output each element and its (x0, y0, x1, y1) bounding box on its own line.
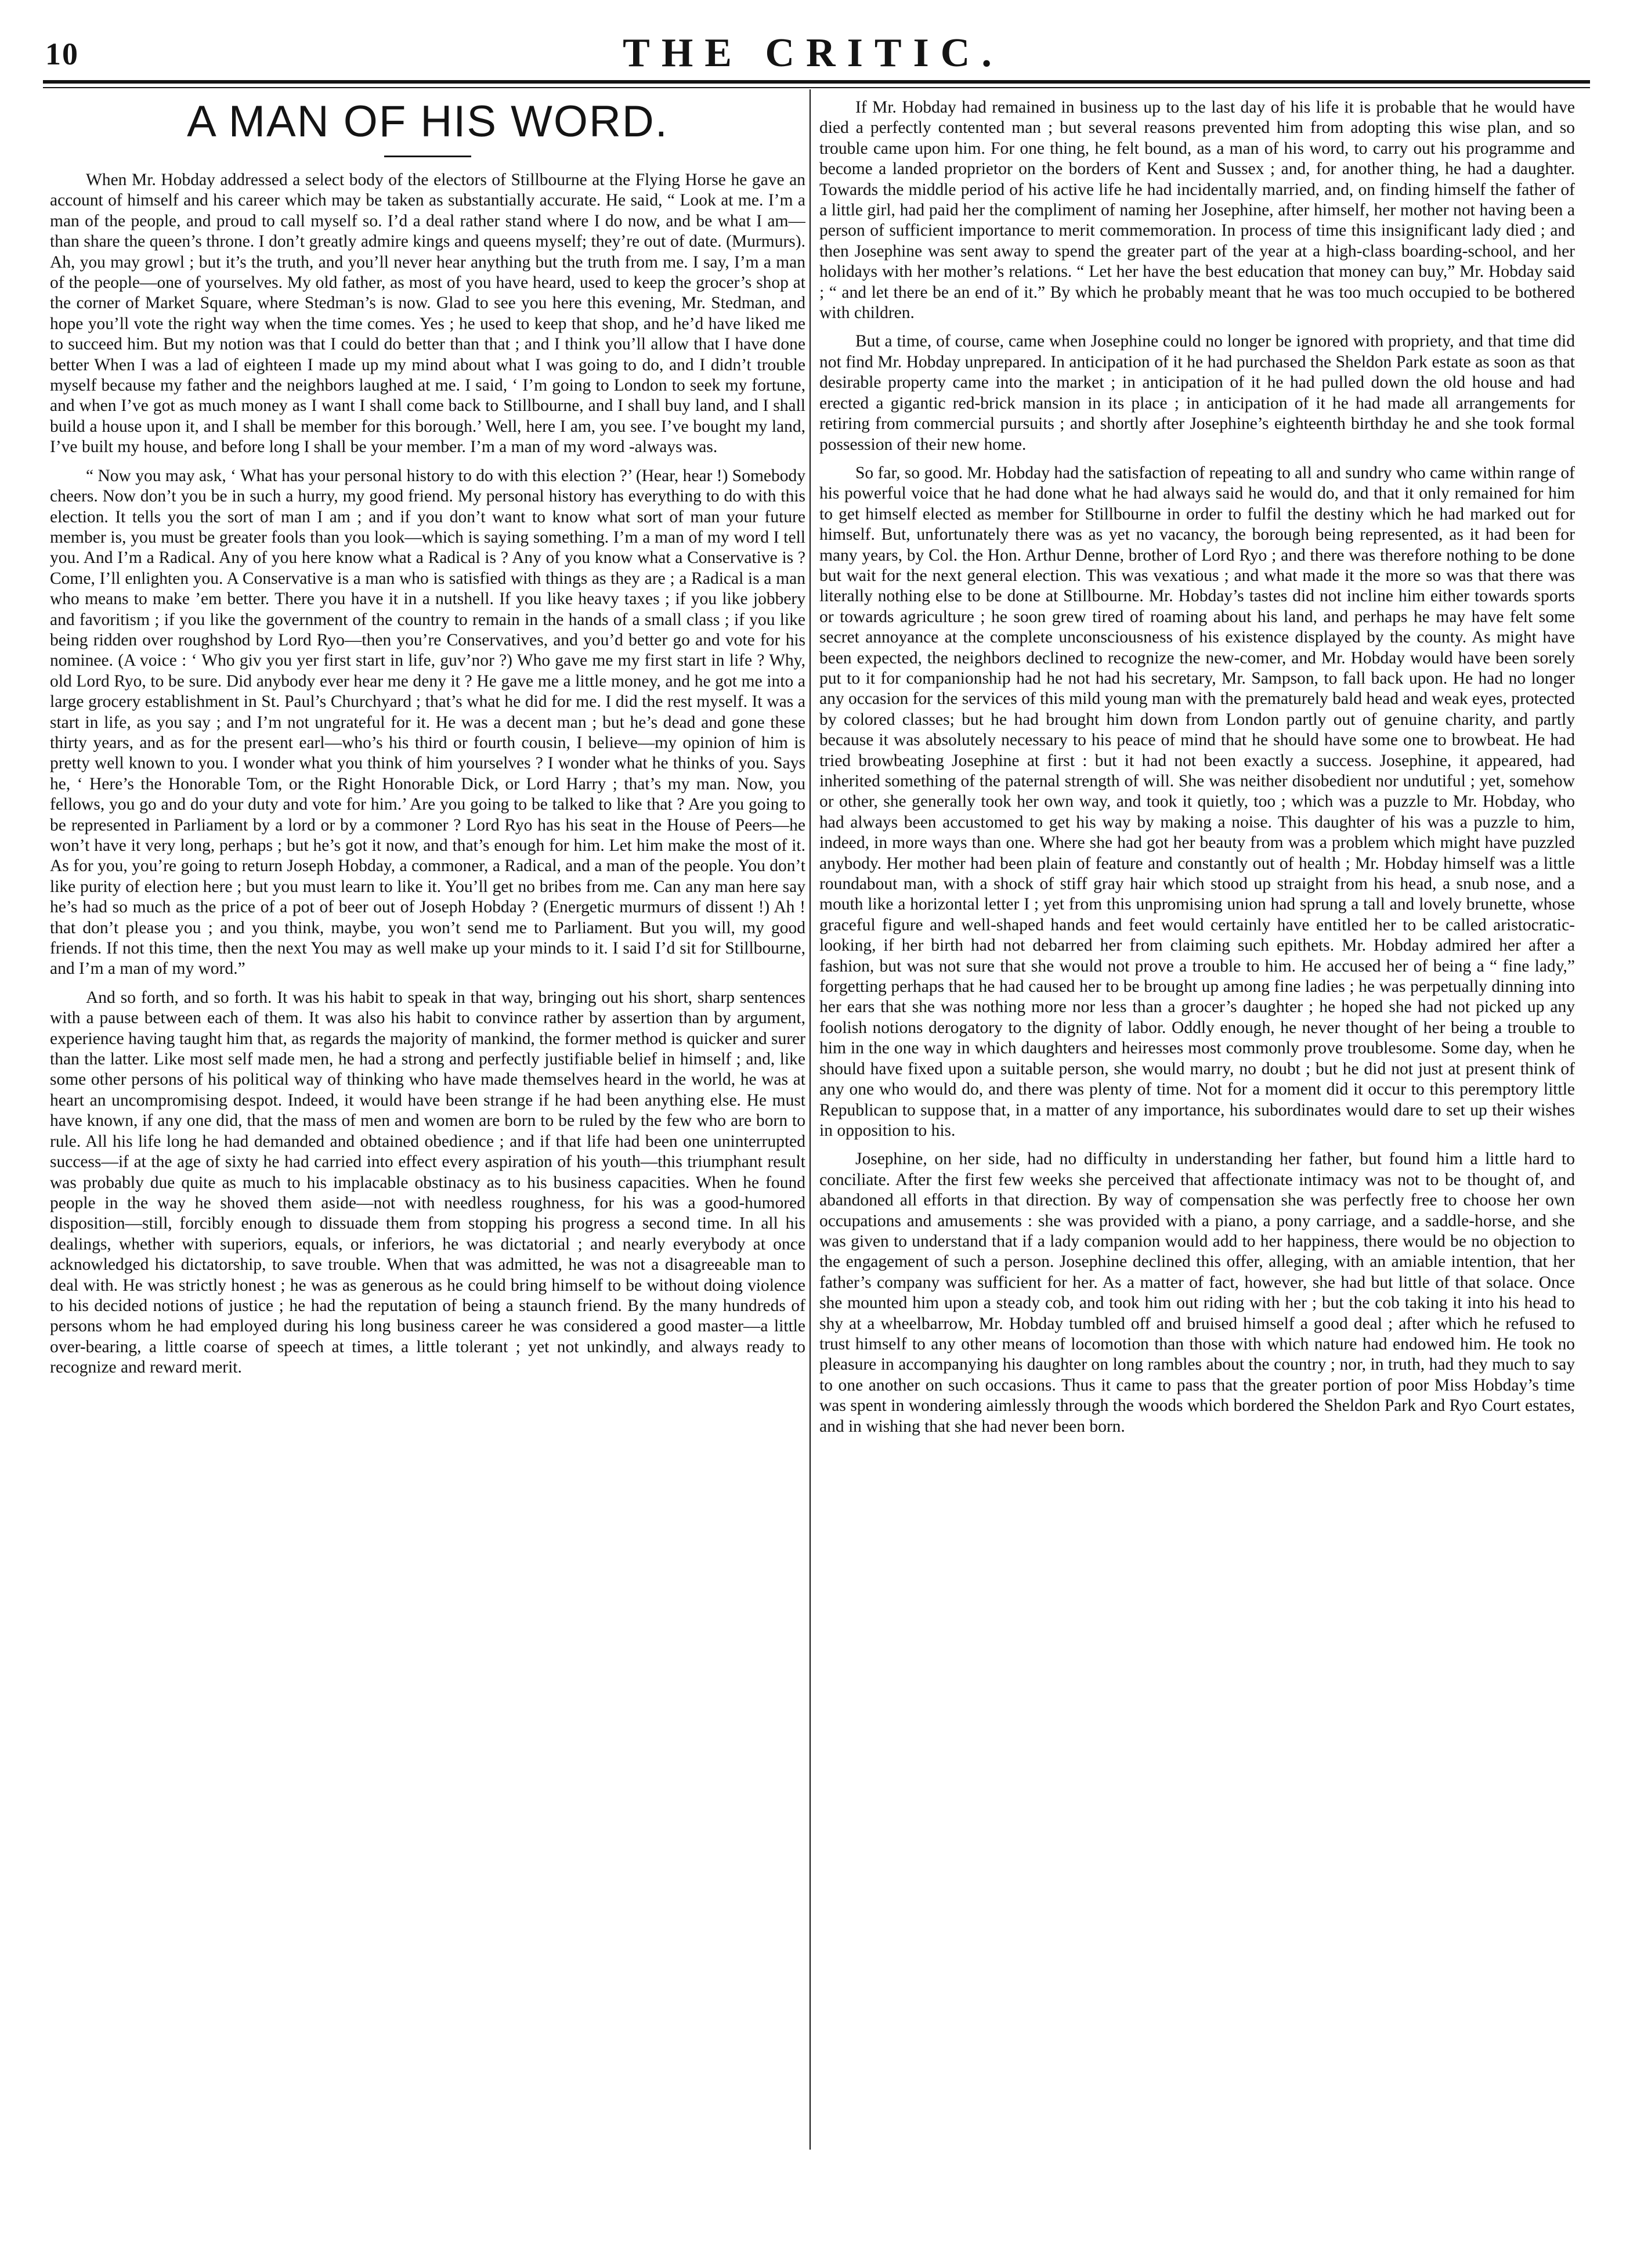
paragraph-1: When Mr. Hobday addressed a select body of the electors of Stillbourne at the Flying Horse he gave an account of himself and his career which may be taken as substantially accurate. He said, “ Look at me. I’m a man of the people, and proud to call myself so. I’d a deal rather stand where I do now, and be what I am—than share the queen’s throne. I don’t greatly admire kings and queens myself; they’re out of date. (Murmurs). Ah, you may growl ; but it’s the truth, and you’ll never hear anything but the truth from me. I say, I’m a man of the people—one of yourselves. My old father, as most of you have heard, used to keep the grocer’s shop at the corner of Market Square, where Stedman’s is now. Glad to see you here this evening, Mr. Stedman, and hope you’ll vote the right way when the time comes. Yes ; he used to keep that shop, and he’d have liked me to succeed him. But my notion was that I could do better than that ; and I think you’ll allow that I have done better When I was a lad of eighteen I made up my mind about what I was going to do, and I didn’t trouble myself because my father and the neighbors laughed at me. I said, ‘ I’m going to London to seek my fortune, and when I’ve got as much money as I want I shall come back to Stillbourne, and I shall buy land, and I shall build a house upon it, and I shall be member for this borough.’ Well, here I am, you see. I’ve bought my land, I’ve built my house, and before long I shall be your member. I’m a man of my word -always was. (50, 171, 805, 457)
column-left (50, 97, 805, 2152)
column-right (819, 97, 1575, 2152)
paragraph-6: So far, so good. Mr. Hobday had the satisfaction of repeating to all and sundry who came within range of his powerful voice that he had done what he had always said he would do, and that it only remained for him to get himself elected as member for Stillbourne in order to fulfil the destiny which he had marked out for himself. But, unfortunately there was as yet no vacancy, the borough being represented, as it had been for many years, by Col. the Hon. Arthur Denne, brother of Lord Ryo ; and there was therefore nothing to be done but wait for the next general election. This was vexatious ; and what made it the more so was that there was literally nothing else to be done at Stillbourne. Mr. Hobday’s tastes did not incline him either towards sports or towards agriculture ; he soon grew tired of roaming about his land, and perhaps he may have felt some secret annoyance at the complete unconsciousness of his existence displayed by the county. As might have been expected, the neighbors declined to recognize the new-comer, and Mr. Hobday would have been sorely put to it for companionship had he not had his secretary, Mr. Sampson, to fall back upon. He had no longer any occasion for the services of this mild young man with the prematurely bald head and weak eyes, protected by colored classes; but he had brought him down from London partly out of genuine charity, and partly because it was absolutely necessary to his peace of mind that he should have some one to browbeat. He had tried browbeating Josephine at first : but it had not been exactly a success. Josephine, it appeared, had inherited something of the paternal strength of will. She was neither disobedient nor undutiful ; yet, somehow or other, she generally took her own way, and took it quietly, too ; which was a puzzle to Mr. Hobday, who had always been accustomed to get his way by making a noise. This daughter of his was a puzzle to him, indeed, in more ways than one. Where she had got her beauty from was a problem which might have puzzled anybody. Her mother had been plain of feature and constantly out of health ; Mr. Hobday himself was a little roundabout man, with a shock of stiff gray hair which stood up straight from his head, a snub nose, and a mouth like a horizontal letter I ; yet from this unpromising union had sprung a tall and lovely brunette, whose graceful figure and well-shaped hands and feet would certainly have entitled her to be called aristocratic-looking, if her birth had not debarred her from claiming such epithets. Mr. Hobday admired her after a fashion, but was not sure that she would not prove a trouble to him. He accused her of being a “ fine lady,” forgetting perhaps that he had caused her to be brought up among fine ladies ; he was perpetually dinning into her ears that she was nothing more nor less than a grocer’s daughter ; he hoped she had not picked up any foolish notions derogatory to the dignity of labor. Oddly enough, he never thought of her being a trouble to him in the one way in which daughters and heiresses most commonly prove troublesome. Some day, when he should have fixed upon a suitable person, she would marry, no doubt ; but he did not just at present think of any one who would do, and there was plenty of time. Not for a moment did it occur to this peremptory little Republican to suppose that, in a matter of any importance, his subordinates would dare to set up their wishes in opposition to his. (819, 463, 1575, 1140)
paragraph-4: If Mr. Hobday had remained in business up to the last day of his life it is probable that he would have died a perfectly contented man ; but several reasons prevented him from adopting this wise plan, and so trouble came upon him. For one thing, he felt bound, as a man of his word, to carry out his programme and become a landed proprietor on the borders of Kent and Sussex ; and, for another thing, he had a daughter. Towards the middle period of his active life he had incidentally married, and, on finding himself the father of a little girl, had paid her the compliment of naming her Josephine, after himself, her mother not having been a person of sufficient importance to merit commemoration. In process of time this insignificant lady died ; and then Josephine was sent away to spend the greater part of the year at a high-class boarding-school, and her holidays with her mother’s relations. “ Let her have the best education that money can buy,” Mr. Hobday said ; “ and let there be an end of it.” By which he probably meant that he was too much occupied to be bothered with children. (819, 98, 1575, 323)
paragraph-3: And so forth, and so forth. It was his habit to speak in that way, bringing out his short, sharp sentences with a pause between each of them. It was also his habit to convince rather by assertion than by argument, experience having taught him that, as regards the majority of mankind, the former method is quicker and surer than the latter. Like most self made men, he had a strong and perfectly justifiable belief in himself ; and, like some other persons of his political way of thinking who have made themselves heard in the world, he was at heart an uncompromising despot. Indeed, it would have been strange if he had been anything else. He must have known, if any one did, that the mass of men and women are born to be ruled by the few who are born to rule. All his life long he had demanded and obtained obedience ; and if that life had been one uninterrupted success—if at the age of sixty he had carried into effect every aspiration of his youth—this triumphant result was probably due quite as much to his implacable obstinacy as to his business capacities. When he found people in the way he shoved them aside—not with needless roughness, for his was a good-humored disposition—still, forcibly enough to dissuade them from stopping his progress a second time. In all his dealings, whether with superiors, equals, or inferiors, he was dictatorial ; and nearly everybody at once acknowledged his dictatorship, to save trouble. When that was admitted, he was not a disagreeable man to deal with. He was strictly honest ; he was as generous as he could bring himself to be without doing violence to his decided notions of justice ; he had the reputation of being a staunch friend. By the many hundreds of persons whom he had employed during his long business career he was considered a good master—a little over-bearing, a little coarse of speech at times, a little tolerant ; yet not unkindly, and always ready to recognize and reward merit. (50, 988, 805, 1377)
article-title: A MAN OF HIS WORD. (187, 97, 669, 146)
paragraph-5: But a time, of course, came when Josephine could no longer be ignored with propriety, and that time did not find Mr. Hobday unprepared. In anticipation of it he had purchased the Sheldon Park estate as soon as that desirable property came into the market ; in anticipation of it he had pulled down the old house and had erected a gigantic red-brick mansion in its place ; in anticipation of it he had made all arrangements for retiring from commercial pursuits ; and shortly after Josephine’s eighteenth birthday he and she took formal possession of their new home. (819, 332, 1575, 454)
title-rule (384, 156, 471, 157)
header-rule-thin (43, 87, 1590, 88)
paragraph-7: Josephine, on her side, had no difficulty in understanding her father, but found him a little hard to conciliate. After the first few weeks she perceived that affectionate intimacy was not to be thought of, and abandoned all efforts in that direction. By way of compensation she was perfectly free to choose her own occupations and amusements : she was provided with a piano, a pony carriage, and a saddle-horse, and she was given to understand that if a lady companion would add to her happiness, there would be no objection to the engagement of such a person. Josephine declined this offer, alleging, with an amiable intention, that her father’s company was sufficient for her. As a matter of fact, however, she had but little of that solace. Once she mounted him upon a steady cob, and took him out riding with her ; but the cob taking it into his head to shy at a wheelbarrow, Mr. Hobday tumbled off and bruised himself a good deal ; after which he refused to trust himself to any other means of locomotion than those with which nature had endowed him. He took no pleasure in accompanying his daughter on long rambles about the country ; nor, in truth, had they much to say to one another on such occasions. Thus it came to pass that the greater portion of poor Miss Hobday’s time was spent in wondering aimlessly through the woods which bordered the Sheldon Park and Ryo Court estates, and in wishing that she had never been born. (819, 1150, 1575, 1436)
column-divider (810, 89, 811, 2150)
header-rule-thick (43, 80, 1590, 84)
masthead: THE CRITIC. (623, 31, 1003, 75)
paragraph-2: “ Now you may ask, ‘ What has your personal history to do with this election ?’ (Hear, hear !) Somebody cheers. Now don’t you be in such a hurry, my good friend. My personal history has everything to do with this election. It tells you the sort of man I am ; and if you don’t want to know what sort of man your future member is, you must be greater fools than you look—which is saying something. I’m a man of my word I tell you. And I’m a Radical. Any of you here know what a Radical is ? Any of you know what a Conservative is ? Come, I’ll enlighten you. A Conservative is a man who is satisfied with things as they are ; a Radical is a man who means to make ’em better. There you have it in a nutshell. If you like heavy taxes ; if you like jobbery and favoritism ; if you like the government of the country to remain in the hands of a small class ; if you like being ridden over roughshod by Lord Ryo—then you’re Conservatives, and you’d better go and vote for his nominee. (A voice : ‘ Who giv you yer first start in life, guv’nor ?) Who gave me my first start in life ? Why, old Lord Ryo, to be sure. Did anybody ever hear me deny it ? He gave me a little money, and he got me into a large grocery establishment in St. Paul’s Churchyard ; that’s what he did for me. I did the rest myself. It was a start in life, as you say ; and I’m not ungrateful for it. He was a decent man ; but he’s dead and gone these thirty years, and as for the present earl—who’s his third or fourth cousin, I believe—my opinion of him is pretty well known to you. I wonder what you think of him yourselves ? I wonder what he thinks of you. Says he, ‘ Here’s the Honorable Tom, or the Right Honorable Dick, or Lord Harry ; that’s my man. Now, you fellows, you go and do your duty and vote for him.’ Are you going to be talked to like that ? Are you going to be represented in Parliament by a lord or by a commoner ? Lord Ryo has his seat in the House of Peers—he won’t have it very long, perhaps ; but he’s got it now, and that’s enough for him. Let him make the most of it. As for you, you’re going to return Joseph Hobday, a commoner, a Radical, and a man of the people. You don’t like purity of election here ; but you must learn to like it. You’ll get no bribes from me. Can any man here say he’s had so much as the price of a pot of beer out of Joseph Hobday ? (Energetic murmurs of dissent !) Ah ! that don’t please you ; and you think, maybe, you won’t send me to Parliament. But you will, my good friends. If not this time, then the next You may as well make up your minds to it. I said I’d sit for Stillbourne, and I’m a man of my word.” (50, 466, 805, 978)
page-number: 10 (45, 37, 79, 71)
